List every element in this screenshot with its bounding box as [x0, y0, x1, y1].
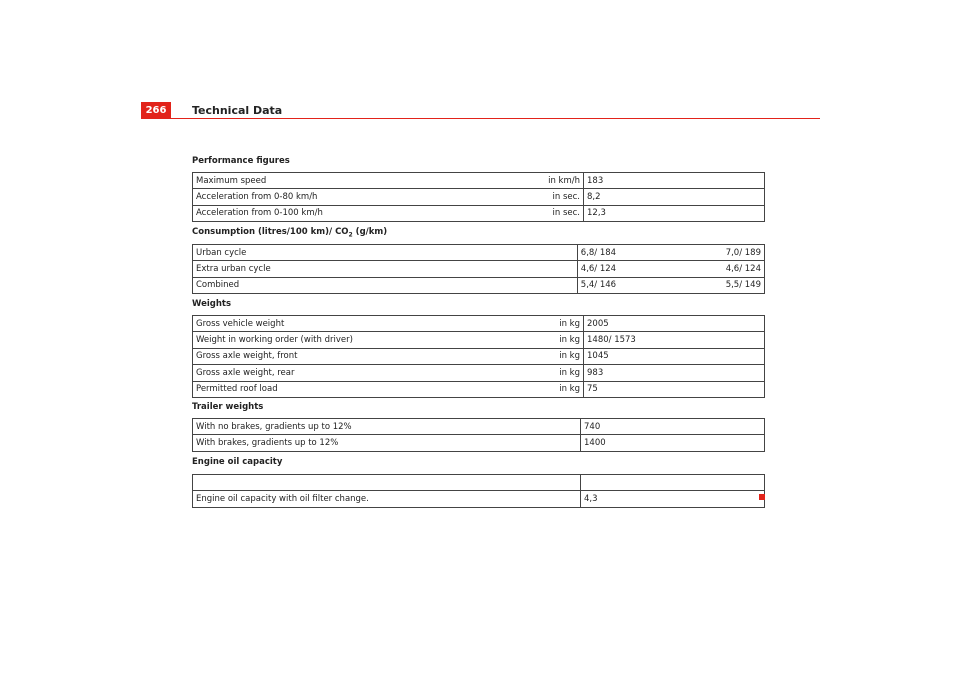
table-row: [193, 435, 765, 451]
consumption-title-suffix: (g/km): [352, 227, 388, 237]
section-title-trailer: Trailer weights: [192, 402, 264, 412]
header-rule: [171, 118, 820, 119]
table-row: [193, 189, 765, 205]
row-label: Urban cycle: [193, 245, 578, 261]
row-value-2: 7,0/ 189: [723, 245, 765, 261]
row-label: Weight in working order (with driver): [193, 332, 480, 348]
oil-table: [192, 474, 765, 508]
section-title-weights: Weights: [192, 299, 232, 309]
row-value-1: 5,4/ 146: [577, 277, 722, 293]
row-unit: in kg: [479, 332, 584, 348]
table-row: [193, 491, 765, 507]
row-label: Maximum speed: [193, 173, 480, 189]
table-row: [193, 261, 765, 277]
performance-table: [192, 172, 765, 222]
consumption-title-main: Consumption (litres/100 km)/ CO: [192, 227, 349, 237]
table-row: [193, 205, 765, 221]
row-value-2: 5,5/ 149: [723, 277, 765, 293]
page-title: Technical Data: [192, 104, 283, 117]
table-row: [193, 245, 765, 261]
row-label: Engine oil capacity with oil filter change.: [193, 491, 581, 507]
row-unit: in sec.: [479, 205, 584, 221]
row-label: Gross axle weight, rear: [193, 365, 480, 381]
row-label: Acceleration from 0-80 km/h: [193, 189, 480, 205]
row-label: Gross vehicle weight: [193, 316, 480, 332]
row-unit: in sec.: [479, 189, 584, 205]
page-number: 266: [141, 102, 171, 119]
consumption-table: [192, 244, 765, 294]
row-label: Combined: [193, 277, 578, 293]
section-title-oil: Engine oil capacity: [192, 457, 283, 467]
row-value: [581, 475, 765, 491]
row-unit: in kg: [479, 381, 584, 397]
row-unit: in kg: [479, 365, 584, 381]
row-unit: in kg: [479, 348, 584, 364]
row-value: 4,3: [581, 491, 765, 507]
row-value: 1480/ 1573: [584, 332, 765, 348]
row-unit: in km/h: [479, 173, 584, 189]
table-row: [193, 475, 765, 491]
table-row: [193, 381, 765, 397]
end-of-section-marker: [759, 494, 765, 500]
row-label: With no brakes, gradients up to 12%: [193, 419, 581, 435]
row-value: 8,2: [584, 189, 765, 205]
row-value: 740: [581, 419, 765, 435]
row-label: Acceleration from 0-100 km/h: [193, 205, 480, 221]
row-label: With brakes, gradients up to 12%: [193, 435, 581, 451]
row-label: [193, 475, 581, 491]
table-row: [193, 332, 765, 348]
row-value: 1400: [581, 435, 765, 451]
weights-table: [192, 315, 765, 398]
table-row: [193, 365, 765, 381]
row-value: 2005: [584, 316, 765, 332]
row-label: Permitted roof load: [193, 381, 480, 397]
row-value-1: 4,6/ 124: [577, 261, 722, 277]
table-row: [193, 419, 765, 435]
row-label: Extra urban cycle: [193, 261, 578, 277]
table-row: [193, 277, 765, 293]
trailer-table: [192, 418, 765, 452]
row-unit: in kg: [479, 316, 584, 332]
table-row: [193, 173, 765, 189]
table-row: [193, 348, 765, 364]
row-value-1: 6,8/ 184: [577, 245, 722, 261]
row-label: Gross axle weight, front: [193, 348, 480, 364]
row-value: 75: [584, 381, 765, 397]
row-value: 12,3: [584, 205, 765, 221]
row-value: 1045: [584, 348, 765, 364]
row-value-2: 4,6/ 124: [723, 261, 765, 277]
consumption-title-sub: 2: [348, 231, 353, 239]
section-title-performance: Performance figures: [192, 156, 290, 166]
row-value: 183: [584, 173, 765, 189]
row-value: 983: [584, 365, 765, 381]
table-row: [193, 316, 765, 332]
section-title-consumption: [192, 227, 387, 239]
